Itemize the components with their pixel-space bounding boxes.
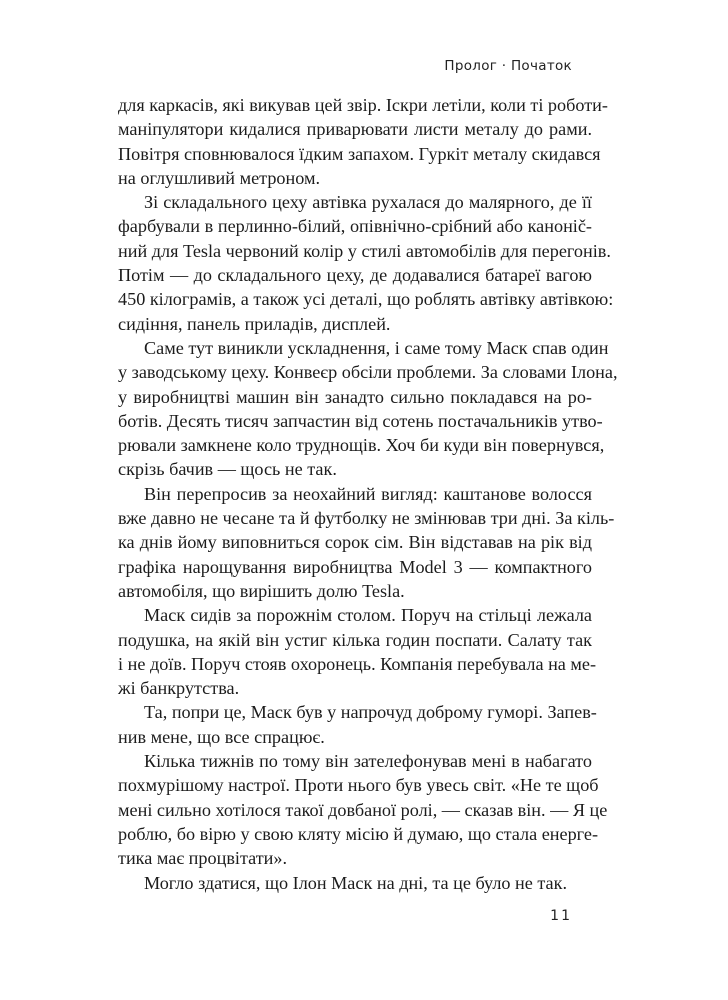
page-body	[118, 93, 618, 895]
text-line: Саме тут виникли ускладнення, і саме тому Маск спав один	[144, 337, 609, 358]
text-line: рювали замкнене коло труднощів. Хоч би куди він повернувся,	[118, 435, 605, 456]
text-line: сидіння, панель приладів, дисплей.	[118, 313, 391, 334]
paragraph	[118, 93, 608, 190]
text-line: графіка нарощування виробництва Model 3 — компактного	[118, 556, 592, 577]
paragraph	[118, 190, 614, 336]
text-line: подушка, на якій він устиг кілька годин поспати. Салату так	[118, 629, 592, 650]
text-line: похмурішому настрої. Проти нього був увесь світ. «Не те щоб	[118, 775, 599, 796]
paragraph	[118, 336, 618, 482]
running-header: Пролог · Початок	[444, 58, 572, 74]
text-line: 450 кілограмів, а також усі деталі, що роблять автівку автівкою:	[118, 289, 614, 310]
text-line: мені сильно хотілося такої довбаної ролі, — сказав він. — Я це	[118, 799, 608, 820]
text-line: Зі складального цеху автівка рухалася до малярного, де її	[144, 192, 592, 213]
text-line: Могло здатися, що Ілон Маск на дні, та це було не так.	[144, 872, 568, 893]
text-line: для каркасів, які викував цей звір. Іскри летіли, коли ті роботи-	[118, 95, 608, 115]
text-line: у виробництві машин він занадто сильно покладався на ро-	[118, 386, 592, 407]
paragraph	[118, 603, 597, 700]
text-line: вже давно не чесане та й футболку не змінював три дні. За кіль-	[118, 508, 615, 529]
text-line: тика має процвітати».	[118, 848, 288, 869]
text-line: і не доїв. Поруч стояв охоронець. Компанія перебувала на ме-	[118, 653, 597, 674]
text-line: Маск сидів за порожнім столом. Поруч на стільці лежала	[144, 605, 592, 626]
text-line: на оглушливий метроном.	[118, 167, 321, 188]
text-line: роблю, бо вірю у свою кляту місію й думаю, що стала енерге-	[118, 823, 599, 844]
text-line: Повітря сповнювалося їдким запахом. Гуркіт металу скидався	[118, 143, 601, 164]
text-line: маніпулятори кидалися приварювати листи металу до рами.	[118, 119, 592, 140]
text-line: ботів. Десять тисяч запчастин від сотень постачальників утво-	[118, 410, 603, 431]
paragraph	[118, 700, 597, 749]
text-line: у заводському цеху. Конвеєр обсіли проблеми. За словами Ілона,	[118, 362, 618, 383]
text-line: Та, попри це, Маск був у напрочуд доброму гуморі. Запев-	[144, 702, 597, 723]
text-line: Він перепросив за неохайний вигляд: каштанове волосся	[144, 483, 592, 504]
text-line: жі банкрутства.	[118, 678, 240, 699]
paragraph	[118, 749, 608, 870]
paragraph	[118, 871, 592, 895]
text-line: Кілька тижнів по тому він зателефонував мені в набагато	[144, 751, 592, 772]
text-line: автомобіля, що вирішить долю Tesla.	[118, 580, 405, 601]
paragraph	[118, 482, 615, 603]
text-line: фарбували в перлинно-білий, опівнічно-срібний або канонič-	[118, 216, 592, 237]
text-line: ка днів йому виповниться сорок сім. Він відставав на рік від	[118, 532, 592, 553]
text-line: скрізь бачив — щось не так.	[118, 459, 337, 480]
text-line: Потім — до складального цеху, де додавалися батареї вагою	[118, 265, 592, 286]
text-line: ний для Tesla червоний колір у стилі автомобілів для перегонів.	[118, 240, 611, 261]
text-line: нив мене, що все спрацює.	[118, 726, 325, 747]
page-number: 11	[550, 908, 572, 924]
